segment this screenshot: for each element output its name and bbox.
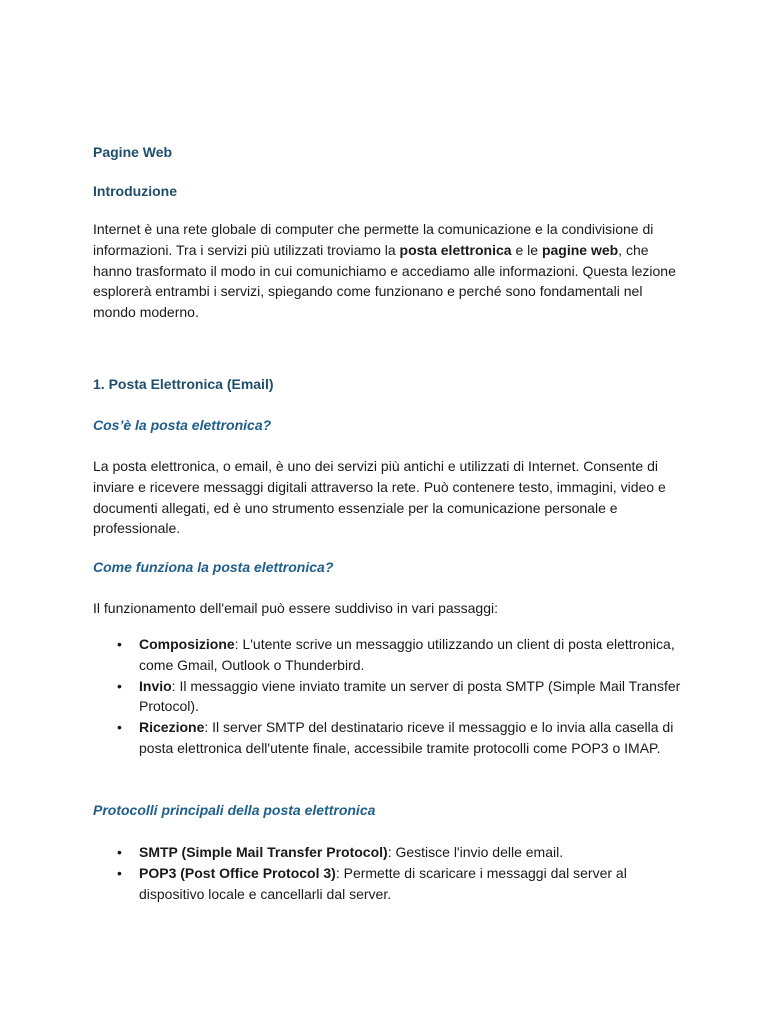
- intro-bold-email: posta elettronica: [399, 241, 512, 258]
- what-is-email-heading: Cos’è la posta elettronica?: [93, 417, 272, 433]
- intro-text-3: , che hanno trasformato il modo in cui comunichiamo e accediamo alle informazioni. Questa lezione esplorerà entrambi i servizi, spiegando come funzionano e perché sono fondamentali nel mondo moderno.: [93, 241, 676, 321]
- step-text: : L'utente scrive un messaggio utilizzando un client di posta elettronica, come Gmail, Outlook o Thunderbird.: [139, 636, 675, 673]
- step-term: Composizione: [139, 636, 235, 652]
- list-item: [93, 717, 683, 759]
- intro-bold-web: pagine web: [541, 241, 619, 258]
- list-item: [93, 676, 683, 718]
- bullet-icon: •: [117, 864, 122, 881]
- bullet-icon: •: [117, 719, 122, 736]
- protocol-text: : Permette di scaricare i messaggi dal server al dispositivo locale e cancellarli dal server.: [139, 864, 627, 902]
- step-term: Invio: [139, 677, 172, 694]
- how-email-works-paragraph: Il funzionamento dell'email può essere suddiviso in vari passaggi:: [93, 600, 499, 616]
- document-title: Pagine Web: [93, 144, 173, 160]
- bullet-icon: •: [117, 636, 122, 652]
- how-email-works-heading: Come funziona la posta elettronica?: [93, 559, 334, 575]
- protocol-text: : Gestisce l'invio delle email.: [387, 844, 564, 860]
- step-term: Ricezione: [139, 719, 205, 736]
- what-is-email-paragraph: La posta elettronica, o email, è uno dei servizi più antichi e utilizzati di Internet. Consente di inviare e ricevere messaggi digitali attraverso la rete. Può contenere testo, immagini, video e documenti allegati, ed è uno strumento essenziale per la comunicazione personale e professionale.: [93, 458, 666, 537]
- protocols-list: [93, 842, 683, 904]
- step-text: : Il server SMTP del destinatario riceve il messaggio e lo invia alla casella di posta elettronica dell'utente finale, accessibile tramite protocolli come POP3 o IMAP.: [139, 719, 674, 756]
- list-item: [93, 634, 683, 676]
- protocol-term: POP3 (Post Office Protocol 3): [139, 864, 336, 881]
- list-item: [93, 863, 683, 905]
- intro-text-2: e le: [511, 241, 542, 258]
- bullet-icon: •: [117, 844, 122, 860]
- section-1-heading: 1. Posta Elettronica (Email): [93, 376, 274, 392]
- intro-heading: Introduzione: [93, 183, 177, 199]
- list-item: [93, 842, 683, 863]
- step-text: : Il messaggio viene inviato tramite un server di posta SMTP (Simple Mail Transfer Protocol).: [139, 677, 681, 715]
- protocol-term: SMTP (Simple Mail Transfer Protocol): [139, 844, 388, 860]
- intro-text-1: Internet è una rete globale di computer che permette la comunicazione e la condivisione di informazioni. Tra i servizi più utilizzati troviamo la: [93, 221, 654, 258]
- email-steps-list: [93, 634, 683, 759]
- protocols-heading: Protocolli principali della posta elettronica: [93, 802, 376, 818]
- intro-paragraph: [93, 219, 683, 323]
- bullet-icon: •: [117, 677, 122, 694]
